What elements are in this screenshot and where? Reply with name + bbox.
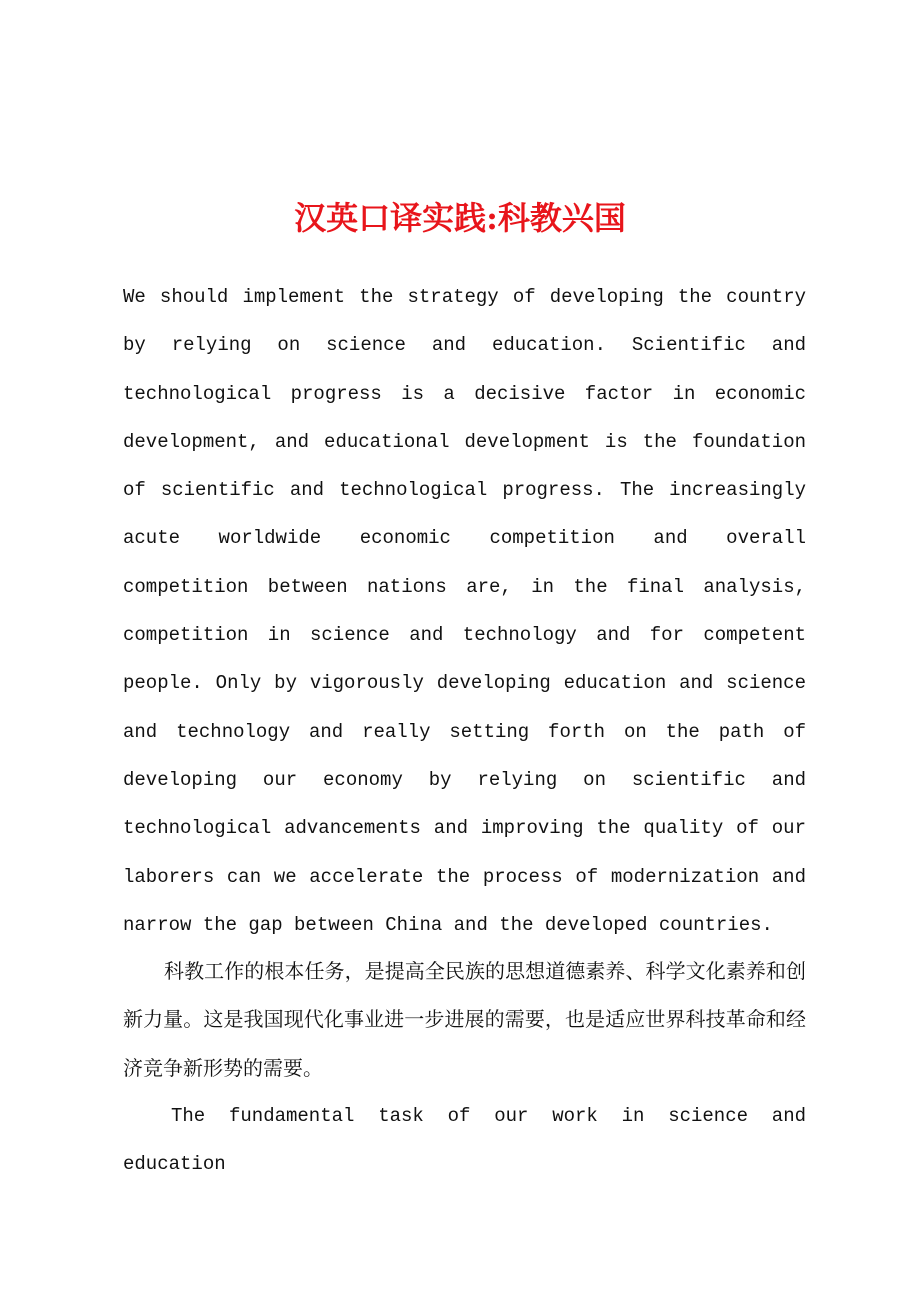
- paragraph-english-1: We should implement the strategy of developing the country by relying on science and education. Scientific and technological progress is a decisive factor in economic development, and educational development is the foundation of scientific and technological progress. The increasingly acute worldwide economic competition and overall competition between nations are, in the final analysis, competition in science and technology and for competent people. Only by vigorously developing education and science and technology and really setting forth on the path of developing our economy by relying on scientific and technological advancements and improving the quality of our laborers can we accelerate the process of modernization and narrow the gap between China and the developed countries.: [123, 286, 806, 936]
- document-title: 汉英口译实践:科教兴国: [294, 199, 626, 237]
- paragraph-chinese: 科教工作的根本任务，是提高全民族的思想道德素养、科学文化素养和创新力量。这是我国现代化事业进一步进展的需要，也是适应世界科技革命和经济竞争新形势的需要。: [123, 959, 806, 1080]
- paragraph-english-2: The fundamental task of our work in science and education: [123, 1105, 806, 1176]
